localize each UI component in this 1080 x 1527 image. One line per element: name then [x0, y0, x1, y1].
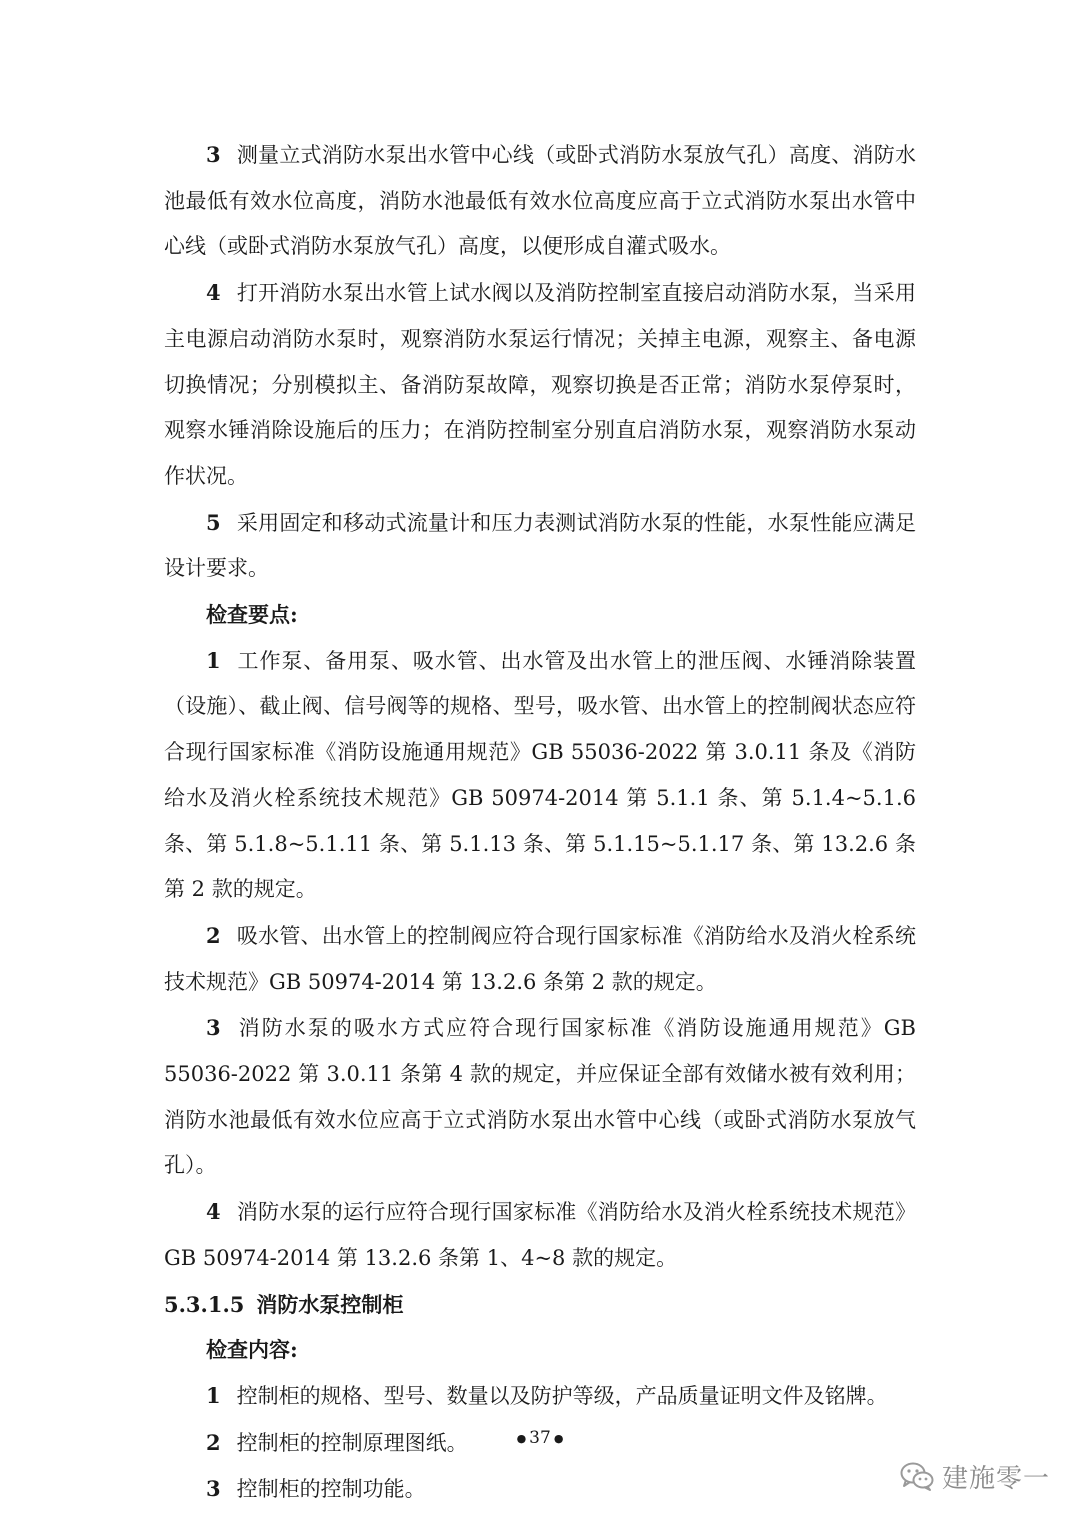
point-2 — [164, 913, 916, 1005]
wechat-icon — [900, 1461, 934, 1491]
clause-text: 控制柜的控制功能。 — [236, 1477, 426, 1502]
clause-number: 4 — [206, 280, 221, 306]
clause-number: 5 — [206, 509, 221, 535]
clause-5 — [164, 500, 916, 592]
clause-text: 控制柜的规格、型号、数量以及防护等级，产品质量证明文件及铭牌。 — [236, 1383, 888, 1408]
section-title: 消防水泵控制柜 — [256, 1291, 404, 1317]
page-content — [164, 132, 916, 1513]
point-3 — [164, 1005, 916, 1189]
section-heading — [164, 1282, 916, 1328]
section-number: 5.3.1.5 — [164, 1291, 245, 1317]
watermark-text: 建施零一 — [942, 1463, 1051, 1494]
clause-4 — [164, 270, 916, 500]
clause-number: 3 — [206, 1015, 221, 1041]
watermark — [900, 1456, 1050, 1496]
page-footer — [0, 1428, 1080, 1448]
clause-text: 控制柜的控制原理图纸。 — [236, 1430, 468, 1455]
point-1 — [164, 638, 916, 913]
clause-text: 采用固定和移动式流量计和压力表测试消防水泵的性能，水泵性能应满足设计要求。 — [164, 510, 916, 581]
clause-3 — [164, 132, 916, 270]
point-4 — [164, 1189, 916, 1281]
clause-text: 消防水泵的吸水方式应符合现行国家标准《消防设施通用规范》GB 55036-2022 第 3.0.11 条第 4 款的规定，并应保证全部有效储水被有效利用；消防水池最低有效水位应高于立式消防水泵出水管中心线（或卧式消防水泵放气孔）。 — [164, 1016, 916, 1178]
clause-number: 3 — [206, 1476, 221, 1502]
clause-text: 测量立式消防水泵出水管中心线（或卧式消防水泵放气孔）高度、消防水池最低有效水位高度，消防水池最低有效水位高度应高于立式消防水泵出水管中心线（或卧式消防水泵放气孔）高度，以便形成自灌式吸水。 — [164, 143, 916, 259]
clause-number: 1 — [206, 1382, 221, 1408]
clause-number: 2 — [206, 1429, 221, 1455]
clause-number: 2 — [206, 922, 221, 948]
footer-bullet-right: ● — [553, 1432, 564, 1445]
footer-bullet-left: ● — [516, 1432, 527, 1445]
clause-text: 打开消防水泵出水管上试水阀以及消防控制室直接启动消防水泵，当采用主电源启动消防水泵时，观察消防水泵运行情况；关掉主电源，观察主、备电源切换情况；分别模拟主、备消防泵故障，观察切换是否正常；消防水泵停泵时，观察水锤消除设施后的压力；在消防控制室分别直启消防水泵，观察消防水泵动作状况。 — [164, 281, 916, 488]
clause-text: 吸水管、出水管上的控制阀应符合现行国家标准《消防给水及消火栓系统技术规范》GB 50974-2014 第 13.2.6 条第 2 款的规定。 — [164, 923, 916, 994]
clause-number: 1 — [206, 647, 221, 673]
page-number: 37 — [529, 1428, 551, 1448]
clause-text: 工作泵、备用泵、吸水管、出水管及出水管上的泄压阀、水锤消除装置（设施）、截止阀、信号阀等的规格、型号，吸水管、出水管上的控制阀状态应符合现行国家标准《消防设施通用规范》GB 55036-2022 第 3.0.11 条及《消防给水及消火栓系统技术规范》GB 50974-2014 第 5.1.1 条、第 5.1.4~5.1.6 条、第 5.1.8~5.1.11 条、第 5.1.13 条、第 5.1.15~5.1.17 条、第 13.2.6 条第 2 款的规定。 — [164, 648, 916, 902]
clause-number: 4 — [206, 1199, 221, 1225]
clause-number: 3 — [206, 142, 221, 167]
content-3 — [164, 1466, 916, 1513]
content-1 — [164, 1373, 916, 1420]
heading-inspection-points: 检查要点: — [206, 602, 298, 628]
clause-text: 消防水泵的运行应符合现行国家标准《消防给水及消火栓系统技术规范》GB 50974-2014 第 13.2.6 条第 1、4~8 款的规定。 — [164, 1200, 916, 1270]
heading-inspection-contents: 检查内容: — [206, 1337, 298, 1363]
